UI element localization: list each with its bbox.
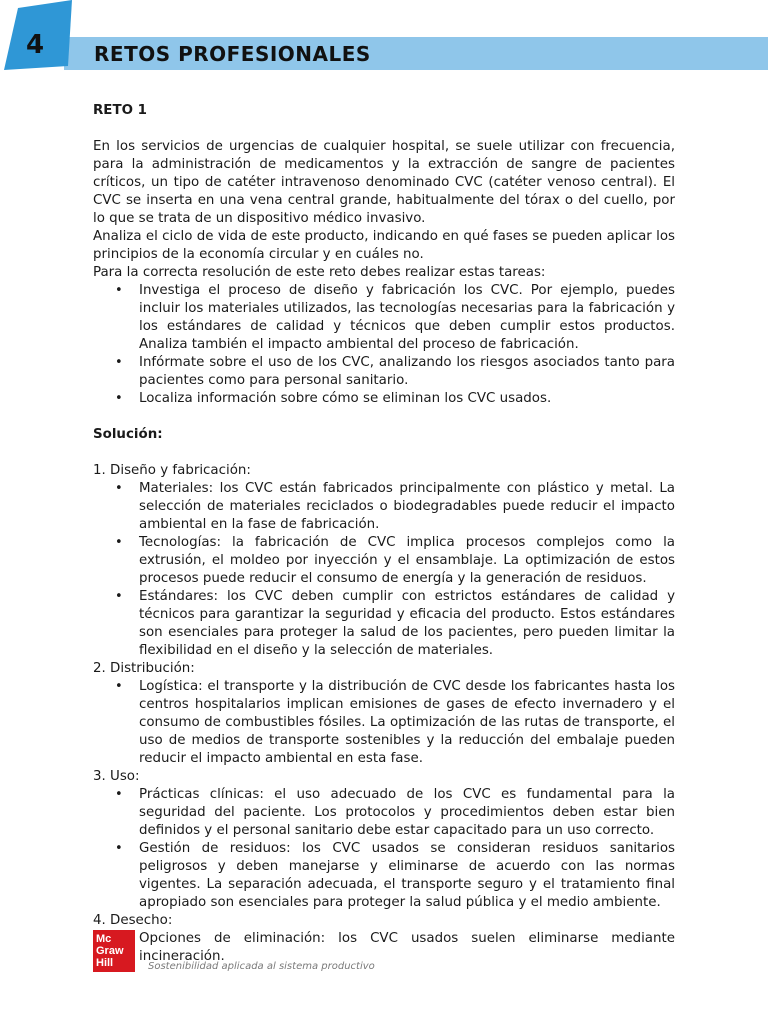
list-item: • Localiza información sobre cómo se eliminan los CVC usados.: [93, 390, 675, 408]
chapter-number: 4: [26, 30, 45, 60]
section-heading: 4. Desecho:: [93, 913, 173, 928]
section-heading: 2. Distribución:: [93, 661, 195, 676]
list-item: • Tecnologías: la fabricación de CVC implica procesos complejos como la extrusión, el moldeo por inyección y el ensamblaje. La optimización de estos procesos puede reducir el consumo de energía y la generación de residuos.: [93, 534, 675, 588]
section-heading: 1. Diseño y fabricación:: [93, 463, 251, 478]
reto-title: RETO 1: [93, 103, 147, 118]
list-item: • Logística: el transporte y la distribución de CVC desde los fabricantes hasta los centros hospitalarios implican emisiones de gases de efecto invernadero y el consumo de combustibles fósiles. La optimización de las rutas de transporte, el uso de medios de transporte sostenibles y la reducción del embalaje pueden reducir el impacto ambiental en esta fase.: [93, 678, 675, 768]
reto-intro: En los servicios de urgencias de cualquier hospital, se suele utilizar con frecuencia, para la administración de medicamentos y la extracción de sangre de pacientes críticos, un tipo de catéter intravenoso denominado CVC (catéter venoso central). El CVC se inserta en una vena central grande, habitualmente del tórax o del cuello, por lo que se trata de un dispositivo médico invasivo.: [93, 139, 675, 226]
section-list: [93, 678, 675, 768]
solution-title: Solución:: [93, 427, 163, 442]
list-item: • Investiga el proceso de diseño y fabricación los CVC. Por ejemplo, puedes incluir los materiales utilizados, las tecnologías necesarias para la fabricación y los estándares de calidad y técnicos que deben cumplir estos productos. Analiza también el impacto ambiental del proceso de fabricación.: [93, 282, 675, 354]
list-item: • Prácticas clínicas: el uso adecuado de los CVC es fundamental para la seguridad del paciente. Los protocolos y procedimientos deben estar bien definidos y el personal sanitario debe estar capacitado para un uso correcto.: [93, 786, 675, 840]
reto-task: Analiza el ciclo de vida de este producto, indicando en qué fases se pueden aplicar los principios de la economía circular y en cuáles no.: [93, 229, 675, 262]
section-list: [93, 786, 675, 912]
list-item: • Opciones de eliminación: los CVC usados suelen eliminarse mediante incineración.: [93, 930, 675, 966]
footer-book-title: Sostenibilidad aplicada al sistema productivo: [148, 961, 375, 972]
tasks-intro: Para la correcta resolución de este reto debes realizar estas tareas:: [93, 265, 546, 280]
logo-line: Hill: [96, 957, 114, 969]
list-item: • Estándares: los CVC deben cumplir con estrictos estándares de calidad y técnicos para garantizar la seguridad y eficacia del producto. Estos estándares son esenciales para proteger la salud de los pacientes, pero pueden limitar la flexibilidad en el diseño y la selección de materiales.: [93, 588, 675, 660]
document-body: [93, 102, 675, 966]
section-list: [93, 480, 675, 660]
list-item: • Infórmate sobre el uso de los CVC, analizando los riesgos asociados tanto para pacientes como para personal sanitario.: [93, 354, 675, 390]
list-item: • Gestión de residuos: los CVC usados se consideran residuos sanitarios peligrosos y deben manejarse y eliminarse de acuerdo con las normas vigentes. La separación adecuada, el transporte seguro y el tratamiento final apropiado son esenciales para proteger la salud pública y el medio ambiente.: [93, 840, 675, 912]
logo-line: Mc: [96, 933, 112, 945]
list-item: • Materiales: los CVC están fabricados principalmente con plástico y metal. La selección de materiales reciclados o biodegradables puede reducir el impacto ambiental en la fase de fabricación.: [93, 480, 675, 534]
logo-line: Graw: [96, 945, 124, 957]
task-list: [93, 282, 675, 408]
publisher-logo: [93, 930, 135, 972]
page-title: RETOS PROFESIONALES: [94, 42, 371, 66]
section-heading: 3. Uso:: [93, 769, 140, 784]
